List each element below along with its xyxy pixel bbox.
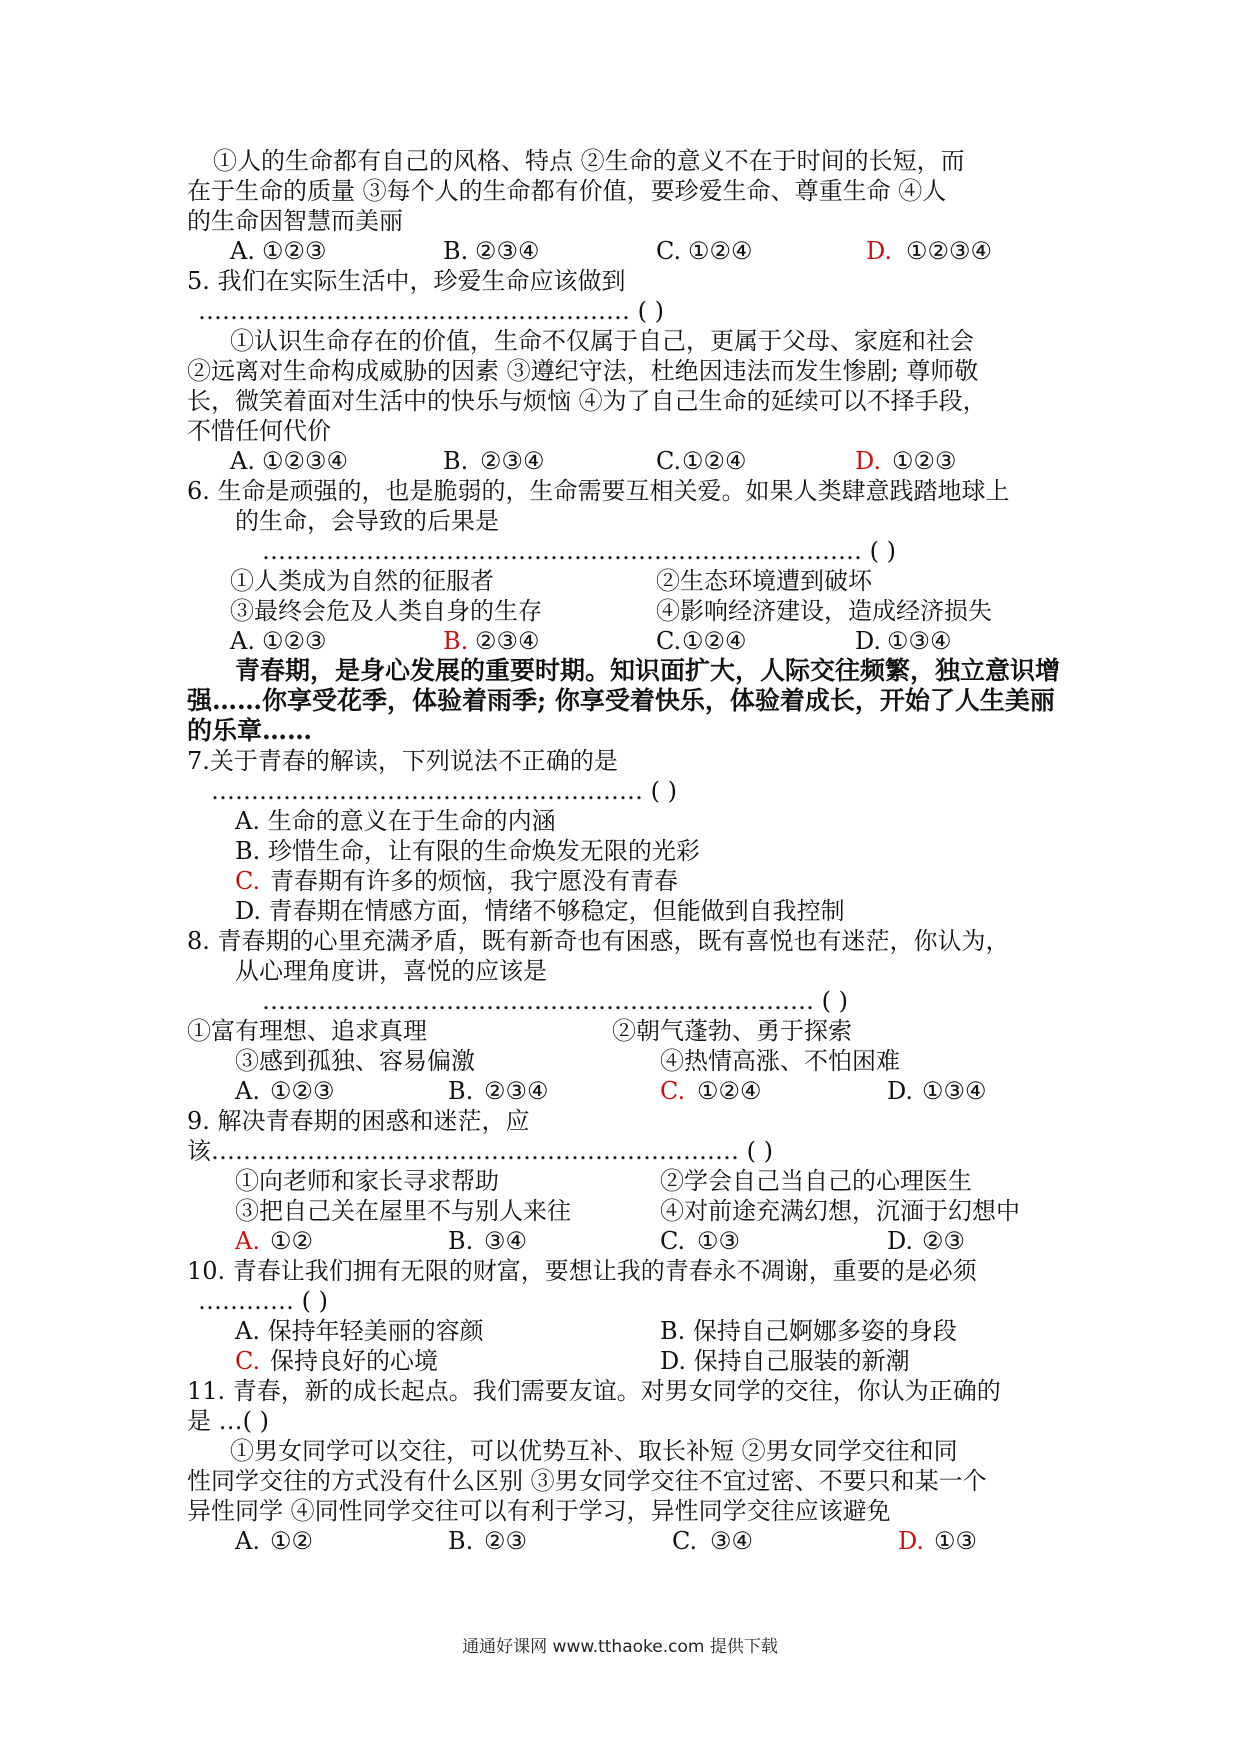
q11-option-b-text: ②③ (484, 1527, 528, 1555)
q5-option-b-letter: B. (443, 447, 469, 475)
q4-options (0, 236, 1240, 266)
q8-choice-1: ①富有理想、追求真理 (187, 1017, 427, 1045)
q9-option-c-text: ①③ (697, 1227, 741, 1255)
q4-body-line1: ①人的生命都有自己的风格、特点 ②生命的意义不在于时间的长短，而 (213, 147, 965, 175)
q6-choice-3: ③最终会危及人类自身的生存 (230, 597, 542, 625)
q8-option-c-letter: C. (660, 1077, 686, 1105)
q10-option-a: A. 保持年轻美丽的容颜 (235, 1317, 484, 1345)
q6-choice-1: ①人类成为自然的征服者 (230, 567, 494, 595)
q8-option-b-letter: B. (448, 1077, 474, 1105)
q11-body-line3: 异性同学 ④同性同学交往可以有利于学习，异性同学交往应该避免 (187, 1497, 891, 1525)
q5-options (0, 446, 1240, 476)
q8-choices-row2 (0, 1046, 1240, 1076)
q5-option-a-letter: A. (230, 447, 255, 475)
q10-options-row1 (0, 1316, 1240, 1346)
q9-choice-3: ③把自己关在屋里不与别人来往 (235, 1197, 571, 1225)
q8-choice-2: ②朝气蓬勃、勇于探索 (612, 1017, 852, 1045)
q10-options-row2 (0, 1346, 1240, 1376)
q6-choice-2: ②生态环境遭到破坏 (656, 567, 872, 595)
q10-option-d: D. 保持自己服装的新潮 (660, 1347, 910, 1375)
q7-option-a: A. 生命的意义在于生命的内涵 (235, 807, 556, 835)
q8-stem: 8. 青春期的心里充满矛盾，既有新奇也有困惑，既有喜悦也有迷茫，你认为， (187, 927, 1010, 955)
q6-choice-4: ④影响经济建设，造成经济损失 (656, 597, 992, 625)
q6-choices-row2 (0, 596, 1240, 626)
q11-option-a-letter: A. (235, 1527, 260, 1555)
q9-option-b-text: ③④ (484, 1227, 528, 1255)
q5-body-line3: 长，微笑着面对生活中的快乐与烦恼 ④为了自己生命的延续可以不择手段， (187, 387, 987, 415)
q9-stem-line2: 该………………………………………………………… ( ) (187, 1137, 773, 1165)
q9-option-b-letter: B. (448, 1227, 474, 1255)
q5-option-c-letter: C. (656, 447, 682, 475)
section-intro-line1: 青春期，是身心发展的重要时期。知识面扩大，人际交往频繁，独立意识增 (235, 656, 1061, 685)
q8-option-a-text: ①②③ (270, 1077, 335, 1105)
q6-options (0, 626, 1240, 656)
q5-option-a-text: ①②③④ (262, 447, 349, 475)
q9-choice-2: ②学会自己当自己的心理医生 (660, 1167, 972, 1195)
q4-option-b-letter: B. (443, 237, 469, 265)
page-footer: 通通好课网 www.tthaoke.com 提供下载 (462, 1637, 778, 1657)
q5-option-d-letter: D. (855, 447, 882, 475)
q4-body-line3: 的生命因智慧而美丽 (187, 207, 403, 235)
q7-option-c-row (0, 866, 1240, 896)
q4-body-line2: 在于生命的质量 ③每个人的生命都有价值，要珍爱生命、尊重生命 ④人 (187, 177, 947, 205)
q6-option-d-text: ①③④ (887, 627, 952, 655)
q11-option-a-text: ①② (270, 1527, 314, 1555)
q8-option-d-letter: D. (887, 1077, 914, 1105)
q9-choices-row1 (0, 1166, 1240, 1196)
q6-option-b-text: ②③④ (475, 627, 540, 655)
q9-choice-1: ①向老师和家长寻求帮助 (235, 1167, 499, 1195)
q11-option-c-letter: C. (672, 1527, 698, 1555)
q4-option-b-text: ②③④ (475, 237, 540, 265)
q8-stem-line2: 从心理角度讲，喜悦的应该是 (235, 957, 547, 985)
q7-option-c-text: 青春期有许多的烦恼，我宁愿没有青春 (270, 867, 678, 895)
q10-answer-blank: ………… ( ) (198, 1287, 328, 1315)
q6-option-c-text: ①②④ (682, 627, 747, 655)
q9-option-c-letter: C. (660, 1227, 686, 1255)
q8-options (0, 1076, 1240, 1106)
q7-answer-blank: ……………………………………………… ( ) (211, 777, 677, 805)
q8-choice-4: ④热情高涨、不怕困难 (660, 1047, 900, 1075)
q6-option-a-letter: A. (230, 627, 255, 655)
q7-option-d: D. 青春期在情感方面，情绪不够稳定，但能做到自我控制 (235, 897, 845, 925)
q6-stem: 6. 生命是顽强的，也是脆弱的，生命需要互相关爱。如果人类肆意践踏地球上 (187, 477, 1010, 505)
q6-choices-row1 (0, 566, 1240, 596)
q9-stem: 9. 解决青春期的困惑和迷茫，应 (187, 1107, 530, 1135)
q5-body-line2: ②远离对生命构成威胁的因素 ③遵纪守法，杜绝因违法而发生惨剧; 尊师敬 (187, 357, 979, 385)
q9-options (0, 1226, 1240, 1256)
q9-option-d-text: ②③ (922, 1227, 966, 1255)
q6-option-d-letter: D. (855, 627, 882, 655)
q9-option-a-text: ①② (270, 1227, 314, 1255)
q10-option-c-text: 保持良好的心境 (270, 1347, 438, 1375)
q8-option-d-text: ①③④ (922, 1077, 987, 1105)
q5-body-line1: ①认识生命存在的价值，生命不仅属于自己，更属于父母、家庭和社会 (230, 327, 974, 355)
section-intro-line3: 的乐章…… (187, 716, 313, 745)
q11-stem-line2: 是 …( ) (187, 1407, 269, 1435)
q8-option-c-text: ①②④ (697, 1077, 762, 1105)
q4-option-a-text: ①②③ (262, 237, 327, 265)
q7-option-c-letter: C. (235, 867, 261, 895)
q11-body-line1: ①男女同学可以交往，可以优势互补、取长补短 ②男女同学交往和同 (230, 1437, 958, 1465)
q9-choice-4: ④对前途充满幻想，沉湎于幻想中 (660, 1197, 1020, 1225)
q5-option-d-text: ①②③ (892, 447, 957, 475)
q6-option-b-letter: B. (443, 627, 469, 655)
q5-answer-blank: ……………………………………………… ( ) (198, 297, 664, 325)
q7-option-b: B. 珍惜生命，让有限的生命焕发无限的光彩 (235, 837, 700, 865)
q8-option-b-text: ②③④ (484, 1077, 549, 1105)
q4-option-d-text: ①②③④ (906, 237, 993, 265)
q11-body-line2: 性同学交往的方式没有什么区别 ③男女同学交往不宜过密、不要只和某一个 (187, 1467, 987, 1495)
q5-stem: 5. 我们在实际生活中，珍爱生命应该做到 (187, 267, 626, 295)
q10-option-b: B. 保持自己婀娜多姿的身段 (660, 1317, 957, 1345)
q6-option-a-text: ①②③ (262, 627, 327, 655)
section-intro-line2: 强……你享受花季，体验着雨季; 你享受着快乐，体验着成长，开始了人生美丽 (187, 686, 1055, 715)
q8-choices-row1 (0, 1016, 1240, 1046)
q11-option-c-text: ③④ (710, 1527, 754, 1555)
q11-stem: 11. 青春，新的成长起点。我们需要友谊。对男女同学的交往，你认为正确的 (187, 1377, 1001, 1405)
q9-option-d-letter: D. (887, 1227, 914, 1255)
q4-option-c-text: ①②④ (688, 237, 753, 265)
q4-option-a-letter: A. (230, 237, 255, 265)
q9-choices-row2 (0, 1196, 1240, 1226)
q7-stem: 7.关于青春的解读，下列说法不正确的是 (187, 747, 618, 775)
q6-stem-line2: 的生命，会导致的后果是 (235, 507, 499, 535)
q5-option-b-text: ②③④ (480, 447, 545, 475)
q8-option-a-letter: A. (235, 1077, 260, 1105)
q11-option-d-text: ①③ (934, 1527, 978, 1555)
q8-choice-3: ③感到孤独、容易偏激 (235, 1047, 475, 1075)
q11-options (0, 1526, 1240, 1556)
q5-body-line4: 不惜任何代价 (187, 417, 331, 445)
q4-option-c-letter: C. (656, 237, 682, 265)
q8-answer-blank: …………………………………………………………… ( ) (262, 987, 848, 1015)
q11-option-d-letter: D. (898, 1527, 925, 1555)
q10-stem: 10. 青春让我们拥有无限的财富，要想让我的青春永不凋谢，重要的是必须 (187, 1257, 977, 1285)
q5-option-c-text: ①②④ (682, 447, 747, 475)
q6-option-c-letter: C. (656, 627, 682, 655)
q11-option-b-letter: B. (448, 1527, 474, 1555)
q9-option-a-letter: A. (235, 1227, 260, 1255)
q10-option-c-letter: C. (235, 1347, 261, 1375)
q4-option-d-letter: D. (866, 237, 893, 265)
q6-answer-blank: ………………………………………………………………… ( ) (262, 537, 896, 565)
